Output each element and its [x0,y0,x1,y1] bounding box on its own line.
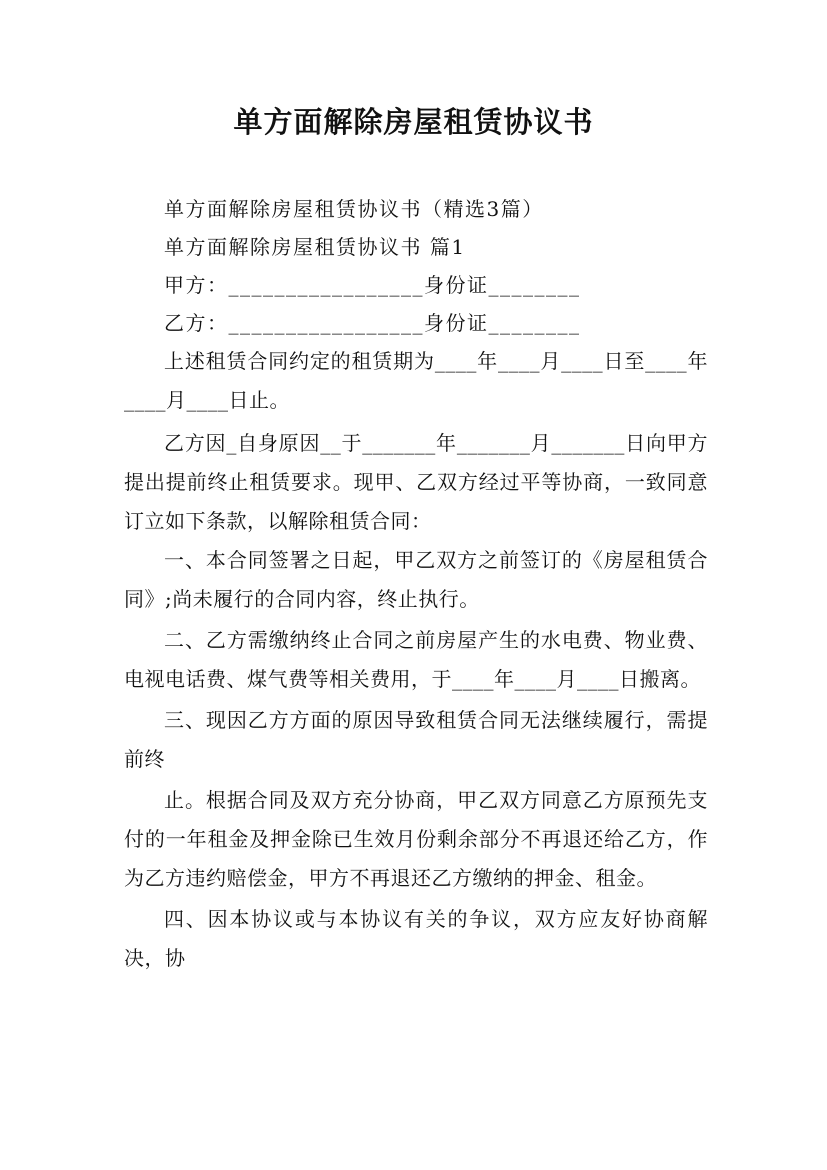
clause-1-text: 一、本合同签署之日起，甲乙双方之前签订的《房屋租赁合同》;尚未履行的合同内容，终止执行。 [124,548,708,611]
clause-2-text: 二、乙方需缴纳终止合同之前房屋产生的水电费、物业费、电视电话费、煤气费等相关费用，于____年____月____日搬离。 [124,628,708,691]
paragraph-termination-reason [124,424,708,541]
rental-term-text: 上述租赁合同约定的租赁期为____年____月____日至____年____月____日止。 [124,349,708,412]
clause-3-continued-text: 止。根据合同及双方充分协商，甲乙双方同意乙方原预先支付的一年租金及押金除已生效月份剩余部分不再退还给乙方，作为乙方违约赔偿金，甲方不再退还乙方缴纳的押金、租金。 [124,788,708,890]
paragraph-clause-3-continued [124,781,708,898]
paragraph-clause-2 [124,621,708,699]
clause-4-text: 四、因本协议或与本协议有关的争议，双方应友好协商解决，协 [124,907,708,970]
paragraph-clause-3 [124,701,708,779]
paragraph-clause-4 [124,900,708,978]
party-a-line: 甲方：_________________身份证________ [164,273,581,297]
document-body [124,190,708,978]
collection-heading: 单方面解除房屋租赁协议书（精选3篇） [164,197,544,221]
paragraph-rental-term [124,342,708,420]
party-b-line: 乙方：_________________身份证________ [164,311,581,335]
paragraph-clause-1 [124,541,708,619]
termination-reason-text: 乙方因_自身原因__于_______年_______月_______日向甲方提出提前终止租赁要求。现甲、乙双方经过平等协商，一致同意订立如下条款，以解除租赁合同： [124,431,708,533]
clause-3-text: 三、现因乙方方面的原因导致租赁合同无法继续履行，需提前终 [124,708,708,771]
document-title: 单方面解除房屋租赁协议书 [233,105,594,139]
part-heading: 单方面解除房屋租赁协议书 篇1 [164,235,466,259]
